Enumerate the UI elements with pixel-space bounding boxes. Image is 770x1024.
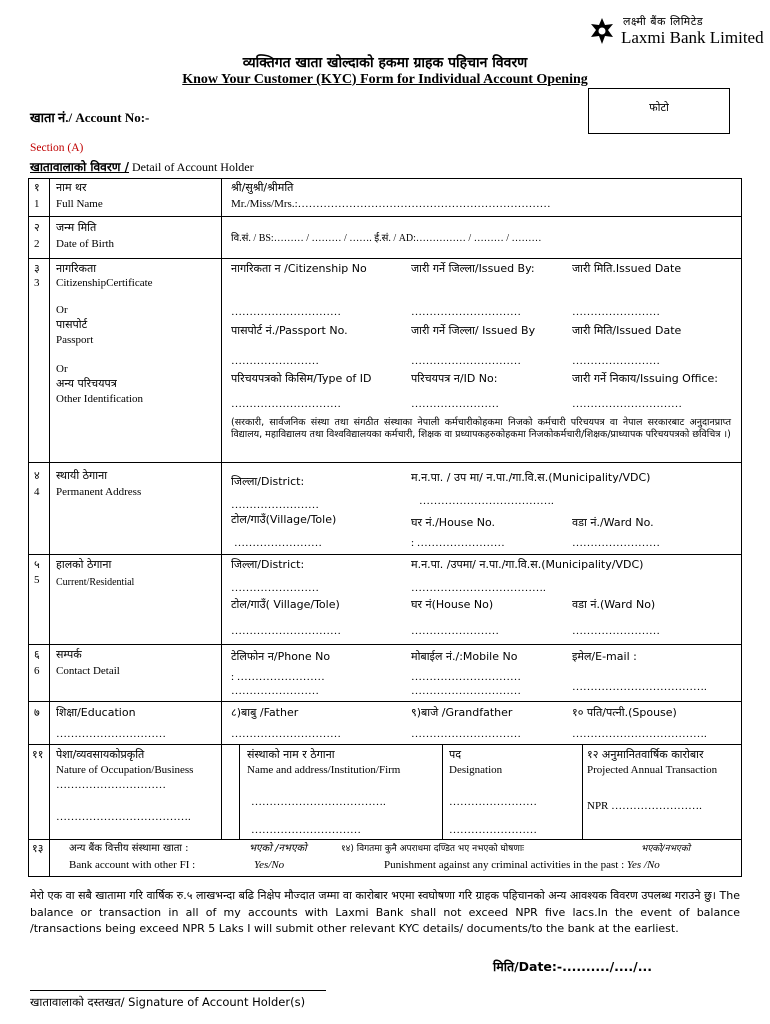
spouse-label: १० पति/पत्नी.(Spouse) [572, 706, 677, 719]
perm-ward-label: वडा नं./Ward No. [572, 516, 654, 529]
full-name-label: Full Name [56, 198, 103, 210]
education-field[interactable]: ………………………… [56, 728, 166, 740]
education-label: शिक्षा/Education [56, 706, 136, 719]
other-bank-option-nepali[interactable]: भएको /नभएको [249, 843, 307, 854]
permanent-address-label-nepali: स्थायी ठेगाना [56, 469, 108, 482]
citizenship-issued-by-label: जारी गर्ने जिल्ला/Issued By: [411, 262, 535, 275]
occupation-field-2[interactable]: ………………………………. [56, 811, 191, 823]
curr-ward-label: वडा नं.(Ward No) [572, 598, 656, 611]
section-label: Section (A) [30, 142, 84, 154]
phone-label: टेलिफोन न/Phone No [231, 650, 331, 663]
passport-issued-by-field[interactable]: ………………………… [411, 355, 521, 367]
row2-number-nepali: २ [34, 221, 40, 234]
projected-npr-field[interactable]: NPR ……………………. [587, 800, 702, 812]
bank-emblem-icon [587, 16, 617, 46]
bank-name-nepali: लक्ष्मी बैंक लिमिटेड [623, 15, 704, 28]
row5-number-nepali: ५ [34, 558, 40, 571]
full-name-field[interactable]: Mr./Miss/Mrs.:…………………………………………………………… [231, 198, 551, 210]
row13-number-nepali: १३ [32, 842, 44, 855]
row1-number-nepali: १ [34, 181, 40, 194]
other-bank-label-nepali: अन्य बैंक वित्तीय संस्थामा खाता : [69, 843, 189, 854]
curr-house-field[interactable]: …………………… [411, 625, 499, 637]
detail-heading [30, 158, 254, 175]
declaration-text: मेरो एक वा सबै खातामा गरि वार्षिक रु.५ लाखभन्दा बढि निक्षेप मौज्दात जम्मा वा कारोबार भएमा स्वघोषणा गरि ग्राहक पहिचानको अन्य आवश्यक विवरण उपलब्ध गराउने छु। The balance or transaction in all of my accounts with Laxmi Bank shall not exceed NPR five lacs.In the event of balance /transactions being exceed NPR 5 Laks I will submit other relevant KYC details/ documents/to the bank at the earliest. [30, 889, 740, 935]
perm-ward-field[interactable]: …………………… [572, 537, 660, 549]
curr-tole-label: टोल/गाउँ( Village/Tole) [231, 598, 340, 611]
punishment-label-nepali: १४) विगतमा कुनै अपराधमा दण्डित भए नभएको घोषणाः [341, 844, 524, 854]
perm-tole-label: टोल/गाउँ(Village/Tole) [231, 513, 337, 526]
full-name-label-nepali: नाम थर [56, 181, 87, 194]
institution-field-2[interactable]: ………………………… [251, 824, 361, 836]
occupation-field-1[interactable]: ………………………… [56, 779, 166, 791]
passport-no-field[interactable]: …………………… [231, 355, 319, 367]
contact-label: Contact Detail [56, 665, 120, 677]
id-issuing-office-label: जारी गर्ने निकाय/Issuing Office: [572, 372, 718, 385]
row3-number-nepali: ३ [34, 262, 40, 275]
id-no-label: परिचयपत्र न/ID No: [411, 372, 498, 385]
id-type-label: परिचयपत्रको किसिम/Type of ID [231, 372, 372, 385]
perm-district-field[interactable]: …………………… [231, 499, 319, 511]
citizenship-label: CitizenshipCertificate [56, 277, 153, 289]
other-id-label-nepali: अन्य परिचयपत्र [56, 377, 117, 390]
id-issuing-office-field[interactable]: ………………………… [572, 398, 682, 410]
designation-label-nepali: पद [449, 748, 462, 761]
spouse-field[interactable]: ………………………………. [572, 728, 707, 740]
phone-field-2[interactable]: …………………… [231, 685, 319, 697]
citizenship-issued-date-label: जारी मिति.Issued Date [572, 262, 682, 275]
or-label-2: Or [56, 363, 68, 375]
bank-logo [587, 14, 764, 50]
dob-label: Date of Birth [56, 238, 115, 250]
row4-number-nepali: ४ [34, 469, 40, 482]
row3-number: 3 [34, 277, 40, 289]
row2-number: 2 [34, 238, 40, 250]
curr-municipality-label: म.न.पा. /उपमा/ न.पा./गा.वि.स.(Municipality/VDC) [411, 558, 644, 571]
form-title-nepali: व्यक्तिगत खाता खोल्दाको हकमा ग्राहक पहिचान विवरण [242, 55, 528, 71]
passport-no-label: पासपोर्ट नं./Passport No. [231, 324, 348, 337]
punishment-label [384, 859, 660, 872]
detail-heading-english: Detail of Account Holder [129, 160, 254, 174]
curr-district-label: जिल्ला/District: [231, 558, 305, 571]
row6-number: 6 [34, 665, 40, 677]
curr-ward-field[interactable]: …………………… [572, 625, 660, 637]
institution-label: Name and address/Institution/Firm [247, 764, 401, 776]
dob-label-nepali: जन्म मिति [56, 221, 97, 234]
citizenship-label-nepali: नागरिकता [56, 262, 97, 275]
institution-label-nepali: संस्थाको नाम र ठेगाना [247, 748, 335, 761]
mobile-field-1[interactable]: ………………………… [411, 671, 521, 683]
title-options-nepali: श्री/सुश्री/श्रीमति [231, 181, 294, 194]
current-address-label-nepali: हालको ठेगाना [56, 558, 112, 571]
other-bank-option[interactable]: Yes/No [254, 859, 285, 871]
perm-house-field[interactable]: : …………………… [411, 537, 505, 549]
detail-heading-nepali: खातावालाको विवरण / [30, 160, 129, 174]
designation-label: Designation [449, 764, 503, 776]
bank-name-english: Laxmi Bank Limited [621, 28, 764, 47]
contact-label-nepali: सम्पर्क [56, 648, 82, 661]
punishment-option[interactable]: Yes /No [626, 859, 660, 871]
row4-number: 4 [34, 486, 40, 498]
row5-number: 5 [34, 574, 40, 586]
mobile-label: मोबाईल नं./:Mobile No [411, 650, 518, 663]
current-address-label: Current/Residential [56, 577, 135, 588]
perm-house-label: घर नं./House No. [411, 516, 496, 529]
account-no-label: खाता नं./ Account No:- [30, 110, 150, 125]
passport-issued-date-label: जारी मिति/Issued Date [572, 324, 682, 337]
account-holder-table [28, 178, 742, 877]
curr-tole-field[interactable]: ………………………… [231, 625, 341, 637]
projected-transaction-label-nepali: १२ अनुमानितवार्षिक कारोबार [587, 748, 704, 761]
citizenship-no-field[interactable]: ………………………… [231, 306, 341, 318]
perm-municipality-field[interactable]: ………………………………. [419, 495, 554, 507]
designation-field-2[interactable]: …………………… [449, 824, 537, 836]
punishment-label-text: Punishment against any criminal activities in the past : [384, 859, 627, 871]
citizenship-issued-by-field[interactable]: ………………………… [411, 306, 521, 318]
passport-issued-by-label: जारी गर्ने जिल्ला/ Issued By [411, 324, 536, 337]
phone-field-1[interactable]: : …………………… [231, 671, 325, 683]
dob-field[interactable]: वि.सं. / BS:……… / ……… / ……. ई.सं. / AD:…………… / ……… / ……… [231, 233, 542, 244]
id-no-field[interactable]: …………………… [411, 398, 499, 410]
row6-number-nepali: ६ [34, 648, 40, 661]
citizenship-no-label: नागरिकता न /Citizenship No [231, 262, 367, 275]
form-title-english: Know Your Customer (KYC) Form for Individual Account Opening [182, 72, 588, 87]
passport-issued-date-field[interactable]: …………………… [572, 355, 660, 367]
row7-number-nepali: ७ [34, 706, 40, 719]
passport-label: Passport [56, 334, 94, 346]
father-label: ८)बाबु /Father [231, 706, 299, 719]
citizenship-issued-date-field[interactable]: …………………… [572, 306, 660, 318]
punishment-option-nepali[interactable]: भएको/नभएको [641, 844, 691, 854]
perm-district-label: जिल्ला/District: [231, 475, 305, 488]
row1-number: 1 [34, 198, 40, 210]
father-field[interactable]: ………………………… [231, 728, 341, 740]
mobile-field-2[interactable]: ………………………… [411, 685, 521, 697]
other-id-label: Other Identification [56, 393, 144, 405]
signature-line[interactable] [30, 990, 326, 991]
row11-number-nepali: ११ [32, 748, 44, 761]
perm-municipality-label: म.न.पा. / उप मा/ न.पा./गा.वि.स.(Municipality/VDC) [411, 471, 651, 484]
passport-label-nepali: पासपोर्ट [56, 318, 88, 331]
or-label-1: Or [56, 304, 68, 316]
id-type-field[interactable]: ………………………… [231, 398, 341, 410]
employee-id-note: (सरकारी, सार्वजनिक संस्था तथा संगठीत संस्थाका नेपाली कर्मचारीकोहकमा निजको कर्मचारी परिचयपत्र वा नेपाल सरकारबाट अनुदानप्राप्त विद्यालय, महाविद्यालय तथा विश्वविद्यालयका कर्मचारी, शिक्षक वा प्रध्यापकहरुकोहकमा निजकोकर्मचारी/शिक्षक/प्राध्यापक परिचयपत्रको छविचित्र ।) [231, 417, 731, 441]
date-field[interactable]: मिति/Date:-........../..../... [493, 959, 652, 974]
occupation-label: Nature of Occupation/Business [56, 764, 194, 776]
curr-house-label: घर नं(House No) [411, 598, 494, 611]
other-bank-label: Bank account with other FI : [69, 859, 196, 871]
permanent-address-label: Permanent Address [56, 486, 142, 498]
designation-field-1[interactable]: …………………… [449, 796, 537, 808]
occupation-label-nepali: पेशा/व्यवसायकोप्रकृति [56, 748, 145, 761]
grandfather-field[interactable]: ………………………… [411, 728, 521, 740]
perm-tole-field[interactable]: …………………… [234, 537, 322, 549]
projected-transaction-label: Projected Annual Transaction [587, 764, 718, 776]
grandfather-label: ९)बाजे /Grandfather [411, 706, 513, 719]
email-label: इमेल/E-mail : [572, 650, 637, 663]
photo-box: फोटो [588, 88, 730, 134]
email-field[interactable]: ………………………………. [572, 681, 707, 693]
signature-label: खातावालाको दस्तखत/ Signature of Account Holder(s) [30, 995, 306, 1009]
curr-municipality-field[interactable]: ………………………………. [411, 582, 546, 594]
institution-field-1[interactable]: ………………………………. [251, 796, 386, 808]
curr-district-field[interactable]: …………………… [231, 582, 319, 594]
